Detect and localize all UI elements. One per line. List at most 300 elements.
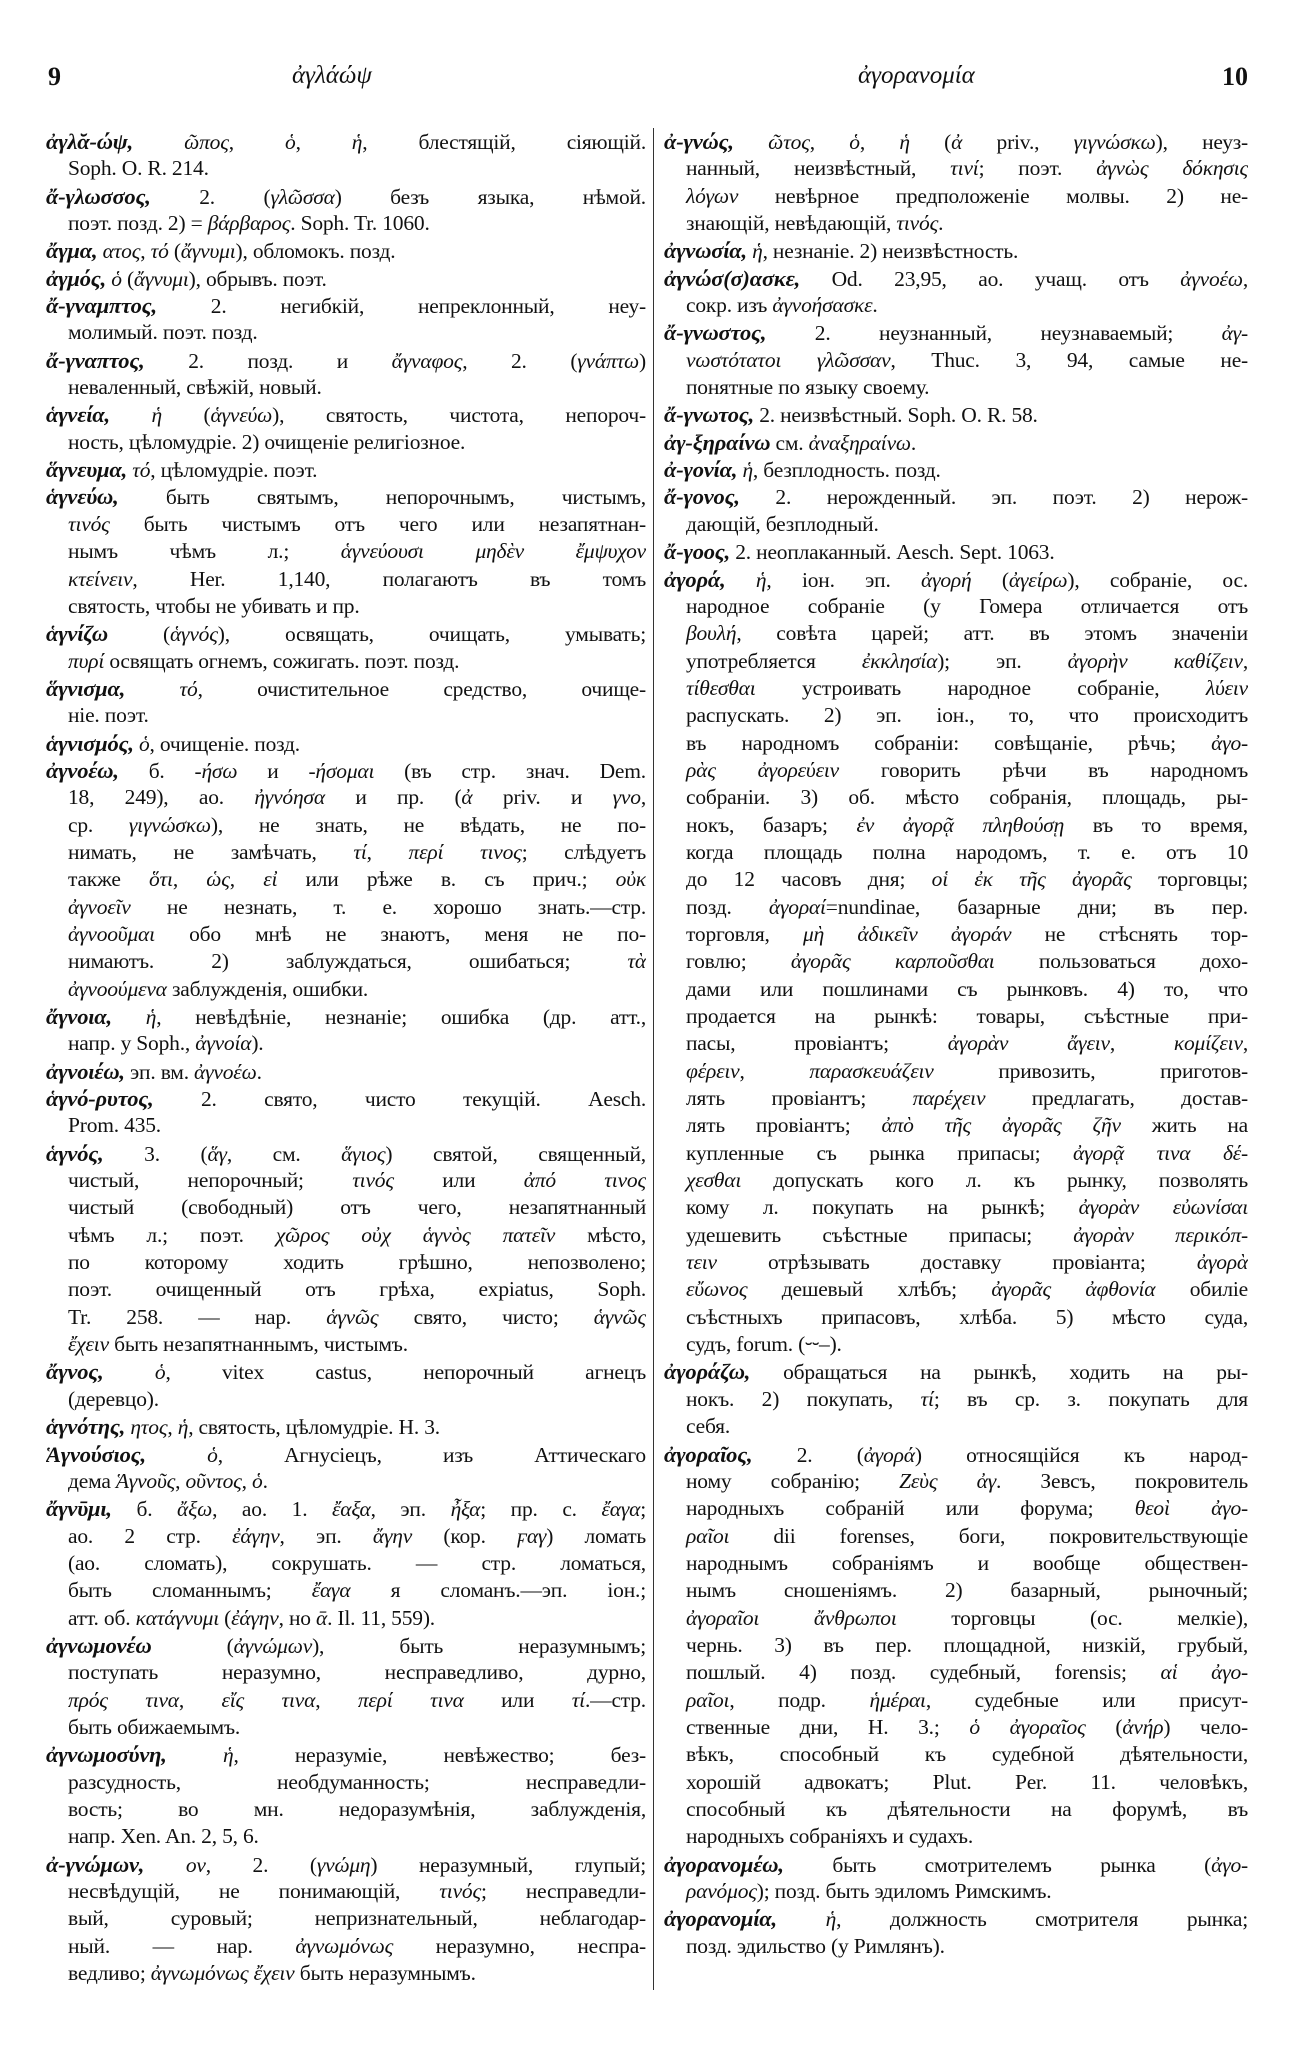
entry-line: [46, 1276, 646, 1303]
entry-line: [46, 1905, 646, 1932]
definition-text: 18, 249), ао. ἠγνόησα и пр. (ἀ priv. и γνο,: [68, 785, 646, 810]
definition-text: ρὰς ἀγορεύειν говорить рѣчи въ народномъ: [686, 757, 1248, 782]
definition-text: народныхъ собраніяхъ и судахъ.: [686, 1824, 974, 1849]
entry-headline: [46, 1851, 646, 1878]
definition-text: нокъ, базаръ; ἐν ἀγορᾷ πληθούσῃ въ то время,: [686, 812, 1248, 837]
definition-text: (ἁγνός), освящать, очищать, умывать;: [163, 622, 646, 647]
entry-headline: [46, 1741, 646, 1768]
definition-text: ἡ, безплодность. позд.: [742, 458, 941, 483]
entry-headline: [46, 292, 646, 319]
definition-text: (ао. сломать), сокрушать. — стр. ломаться,: [68, 1550, 646, 1575]
entry-line: [46, 1687, 646, 1714]
headword: ἀγοραῖος,: [664, 1441, 753, 1467]
entry-headline: [46, 675, 646, 702]
entry-line: [664, 1796, 1248, 1823]
entry-line: [664, 1222, 1248, 1249]
definition-text: нымъ сношеніямъ. 2) базарный, рыночный;: [686, 1578, 1248, 1603]
entry-line: [46, 1605, 646, 1632]
entry-line: [664, 921, 1248, 948]
entry-headline: [664, 1905, 1248, 1932]
definition-text: продается на рынкѣ: товары, съѣстные при-: [686, 1004, 1248, 1028]
headword: ἀγνωμοσύνη,: [46, 1742, 167, 1768]
definition-text: (деревцо).: [68, 1386, 159, 1411]
definition-text: 2. позд. и ἄγναφος, 2. (γνάπτω): [188, 348, 646, 373]
headword: ἁγνό-ρυτος,: [46, 1086, 154, 1112]
definition-text: дема Ἁγνοῦς, οῦντος, ὁ.: [68, 1468, 268, 1493]
entry-line: [46, 1304, 646, 1331]
left-page-number: 9: [48, 62, 61, 91]
entry-line: [664, 620, 1248, 647]
definition-text: ный. — нар. ἀγνωμόνως неразумно, неспра-: [68, 1933, 646, 1958]
definition-text: ατος, τό (ἄγνυμι), обломокъ. позд.: [102, 239, 396, 264]
entry-line: [664, 1878, 1248, 1905]
definition-text: ному собранію; Ζεὺς ἀγ. Зевсъ, покровитель: [686, 1468, 1248, 1493]
entry-line: [664, 839, 1248, 866]
entry-headline: [46, 757, 646, 784]
definition-text: быть сломаннымъ; ἔαγα я сломанъ.—эп. іон.;: [68, 1578, 646, 1603]
entry-headline: [664, 128, 1248, 155]
definition-text: см. ἀναξηραίνω.: [775, 430, 917, 455]
definition-text: 2. нерожденный. эп. поэт. 2) нерож-: [775, 485, 1248, 510]
entry-headline: [664, 1358, 1248, 1385]
entry-headline: [46, 128, 646, 155]
definition-text: также ὅτι, ὡς, εἰ или рѣже в. съ прич.; οὐκ: [68, 867, 646, 892]
entry-line: [46, 319, 646, 346]
entry-line: [664, 1003, 1248, 1030]
entry-line: [46, 1222, 646, 1249]
definition-text: употребляется ἐκκλησία); эп. ἀγορὴν καθίζειν,: [686, 648, 1248, 673]
headword: ἅγνευμα,: [46, 457, 128, 483]
entry-line: [664, 1413, 1248, 1440]
definition-text: собраніи. 3) об. мѣсто собранія, площадь, ры-: [686, 785, 1248, 810]
entry-line: [46, 1960, 646, 1987]
entry-line: [664, 1058, 1248, 1085]
entry-headline: [46, 347, 646, 374]
definition-text: ἡ, должность смотрителя рынка;: [825, 1907, 1248, 1932]
definition-text: ἀγνοούμενα заблужденія, ошибки.: [68, 976, 369, 1001]
definition-text: по которому ходить грѣшно, непозволено;: [68, 1250, 646, 1275]
definition-text: Prom. 435.: [68, 1113, 161, 1138]
definition-text: ср. γιγνώσκω), не знать, не вѣдать, не по-: [68, 812, 646, 837]
entry-line: [664, 1468, 1248, 1495]
entry-headline: [46, 620, 646, 647]
definition-text: τινός быть чистымъ отъ чего или незапятнан-: [68, 511, 646, 536]
entry-line: [664, 1304, 1248, 1331]
definition-text: народнымъ собраніямъ и вообще обществен-: [686, 1550, 1248, 1575]
right-running-head: ἀγορανομία: [858, 62, 975, 89]
definition-text: чернь. 3) въ пер. площадной, низкій, грубый,: [686, 1632, 1248, 1657]
definition-text: ον, 2. (γνώμη) неразумный, глупый;: [185, 1852, 646, 1877]
entry-headline: [46, 1140, 646, 1167]
definition-text: б. ἄξω, ао. 1. ἔαξα, эп. ἦξα; пр. с. ἔαγα;: [136, 1497, 646, 1522]
entry-line: [664, 1577, 1248, 1604]
headword: ἁγνεία,: [46, 402, 110, 428]
headword: ἁγνισμός,: [46, 730, 134, 756]
headword: ἀγ-ξηραίνω: [664, 429, 771, 455]
entry-line: [664, 1386, 1248, 1413]
definition-text: позд. эдильство (у Римлянъ).: [686, 1933, 945, 1958]
entry-line: [664, 1523, 1248, 1550]
definition-text: 2. неизвѣстный. Soph. O. R. 58.: [759, 403, 1038, 428]
definition-text: дами или пошлинами съ рынковъ. 4) то, что: [686, 976, 1248, 1001]
definition-text: βουλή, совѣта царей; атт. въ этомъ значеніи: [686, 621, 1248, 646]
definition-text: дающій, безплодный.: [686, 511, 879, 536]
entry-line: [46, 429, 646, 456]
entry-line: [664, 1632, 1248, 1659]
entry-line: [46, 866, 646, 893]
headword: ἄ-γονος,: [664, 484, 740, 510]
left-running-head: ἀγλάώψ: [292, 62, 372, 89]
headword: ἀγνοέω,: [46, 757, 119, 783]
definition-text: быть святымъ, непорочнымъ, чистымъ,: [165, 485, 646, 510]
entry-line: [664, 757, 1248, 784]
entry-headline: [46, 483, 646, 510]
entry-line: [46, 1386, 646, 1413]
definition-text: ведливо; ἀγνωμόνως ἔχειν быть неразумнымъ.: [68, 1961, 476, 1986]
entry-line: [664, 347, 1248, 374]
headword: ἀγλᾰ-ώψ,: [46, 129, 134, 154]
column-divider: [653, 128, 654, 1990]
right-column: [664, 128, 1248, 1960]
definition-text: 2. неузнанный, неузнаваемый; ἀγ-: [814, 321, 1248, 346]
entry-line: [46, 976, 646, 1003]
headword: ἄγνος,: [46, 1359, 104, 1385]
entry-headline: [46, 1413, 646, 1440]
definition-text: 2. свято, чисто текущій. Aesch.: [200, 1087, 646, 1112]
definition-text: ἡ, іон. эп. ἀγορή (ἀγείρω), собраніе, ос.: [755, 567, 1248, 592]
entry-line: [664, 1331, 1248, 1358]
right-page-number: 10: [1222, 62, 1248, 91]
entry-headline: [664, 456, 1248, 483]
entry-headline: [46, 1003, 646, 1030]
entry-line: [664, 1769, 1248, 1796]
definition-text: ніе. поэт.: [68, 703, 149, 728]
definition-text: быть смотрителемъ рынка (ἀγο-: [832, 1852, 1248, 1877]
definition-text: знающій, невѣдающій, τινός.: [686, 211, 944, 236]
entry-line: [664, 1741, 1248, 1768]
definition-text: 2. неоплаканный. Aesch. Sept. 1063.: [735, 540, 1055, 565]
definition-text: пасы, провіантъ; ἀγορὰν ἄγειν, κομίζειν,: [686, 1031, 1248, 1056]
entry-line: [46, 1769, 646, 1796]
headword: ἄγνοια,: [46, 1004, 112, 1029]
entry-line: [664, 1112, 1248, 1139]
entry-line: [664, 1194, 1248, 1221]
entry-line: [664, 1167, 1248, 1194]
definition-text: несвѣдущій, не понимающій, τινός; несправедли-: [68, 1879, 646, 1903]
definition-text: ственные дни, H. 3.; ὁ ἀγοραῖος (ἀνήρ) чело-: [686, 1714, 1248, 1739]
entry-headline: [46, 237, 646, 264]
entry-line: [664, 210, 1248, 237]
headword: ἀ-γονία,: [664, 457, 738, 483]
entry-line: [46, 1714, 646, 1741]
entry-line: [664, 511, 1248, 538]
entry-line: [46, 1796, 646, 1823]
definition-text: купленные съ рынка припасы; ἀγορᾷ τινα δέ-: [686, 1140, 1248, 1165]
definition-text: хорошій адвокатъ; Plut. Per. 11. человѣкъ,: [686, 1769, 1248, 1794]
definition-text: лять провіантъ; παρέχειν предлагать, достав-: [686, 1086, 1248, 1111]
definition-text: сокр. изъ ἀγνοήσασκε.: [686, 293, 878, 318]
entry-headline: [46, 730, 646, 757]
headword: ἀγορανομία,: [664, 1906, 777, 1932]
entry-line: [46, 839, 646, 866]
definition-text: ἔχειν быть незапятнаннымъ, чистымъ.: [68, 1332, 408, 1357]
definition-text: ὁ (ἄγνυμι), обрывъ. поэт.: [111, 266, 327, 291]
entry-line: [46, 948, 646, 975]
definition-text: поступать неразумно, несправедливо, дурно,: [68, 1660, 646, 1685]
definition-text: εὔωνος дешевый хлѣбъ; ἀγορᾶς ἀφθονία обиліе: [686, 1277, 1248, 1302]
entry-line: [664, 1495, 1248, 1522]
definition-text: обращаться на рынкѣ, ходить на ры-: [783, 1360, 1248, 1385]
definition-text: вѣкъ, способный къ судебной дѣятельности,: [686, 1742, 1248, 1767]
entry-headline: [46, 1495, 646, 1522]
definition-text: ἀγνοοῦμαι обо мнѣ не знаютъ, меня не по-: [68, 921, 646, 946]
definition-text: народное собраніе (у Гомера отличается отъ: [686, 593, 1248, 618]
entry-line: [46, 1030, 646, 1057]
headword: ἁγνότης,: [46, 1414, 126, 1440]
definition-text: нокъ. 2) покупать, τί; въ ср. з. покупать для: [686, 1386, 1248, 1411]
entry-line: [46, 1468, 646, 1495]
entry-line: [664, 1030, 1248, 1057]
entry-line: [664, 593, 1248, 620]
entry-headline: [46, 401, 646, 428]
entry-line: [46, 894, 646, 921]
definition-text: молимый. поэт. позд.: [68, 320, 258, 345]
definition-text: ἡ, незнаніе. 2) неизвѣстность.: [752, 239, 1019, 264]
entry-line: [46, 1331, 646, 1358]
entry-line: [664, 292, 1248, 319]
definition-text: чистый (свободный) отъ чего, незапятнанный: [68, 1195, 646, 1220]
headword: ἅγνισμα,: [46, 675, 126, 701]
definition-text: ῶτος, ὁ, ἡ (ἀ priv., γιγνώσκω), неуз-: [768, 130, 1248, 154]
definition-text: торговля, μὴ ἀδικεῖν ἀγοράν не стѣснять тор-: [686, 921, 1248, 946]
entry-headline: [46, 1358, 646, 1385]
entry-headline: [664, 429, 1248, 456]
definition-text: 2. (ἀγορά) относящійся къ народ-: [796, 1442, 1248, 1467]
entry-line: [46, 812, 646, 839]
entry-line: [46, 702, 646, 729]
entry-line: [664, 1714, 1248, 1741]
entry-line: [46, 1878, 646, 1905]
headword: ἄ-γναμπτος,: [46, 293, 157, 319]
definition-text: νωστότατοι γλῶσσαν, Thuc. 3, 94, самые не-: [686, 347, 1248, 372]
headword: ἀ-γνώμων,: [46, 1851, 145, 1877]
entry-line: [46, 1577, 646, 1604]
definition-text: нимать, не замѣчать, τί, περί τινος; слѣдуетъ: [68, 839, 646, 864]
definition-text: нанный, неизвѣстный, τινί; поэт. ἀγνὼς δόκησις: [686, 156, 1248, 181]
entry-line: [46, 648, 646, 675]
headword: ἀγνοιέω,: [46, 1058, 125, 1084]
definition-text: вость; во мн. недоразумѣнія, заблужденія,: [68, 1796, 646, 1821]
entry-headline: [664, 401, 1248, 428]
entry-line: [664, 948, 1248, 975]
entry-headline: [46, 1632, 646, 1659]
definition-text: ραῖοι, подр. ἡμέραι, судебные или присут-: [686, 1687, 1248, 1712]
headword: ἀγορά,: [664, 566, 726, 592]
definition-text: народныхъ собраній или форума; θεοὶ ἀγο-: [686, 1496, 1248, 1521]
definition-text: кому л. покупать на рынкѣ; ἀγορὰν εὐωνίσαι: [686, 1195, 1248, 1220]
headword: Ἁγνούσιος,: [46, 1441, 146, 1467]
headword: ἀγμός,: [46, 265, 107, 291]
definition-text: эп. вм. ἀγνοέω.: [130, 1059, 262, 1084]
entry-headline: [664, 538, 1248, 565]
definition-text: πρός τινα, εἴς τινα, περί τινα или τί.—стр.: [68, 1687, 646, 1712]
entry-headline: [664, 1851, 1248, 1878]
entry-headline: [664, 265, 1248, 292]
entry-headline: [664, 237, 1248, 264]
definition-text: разсудность, необдуманность; несправедли-: [68, 1769, 646, 1794]
entry-line: [664, 866, 1248, 893]
definition-text: ῶπος, ὁ, ἡ, блестящій, сіяющій.: [184, 130, 646, 154]
definition-text: способный къ дѣятельности на форумѣ, въ: [686, 1796, 1248, 1821]
entry-line: [46, 1550, 646, 1577]
entry-line: [664, 894, 1248, 921]
entry-line: [664, 784, 1248, 811]
definition-text: чѣмъ л.; поэт. χῶρος οὐχ ἁγνὸς πατεῖν мѣсто,: [68, 1222, 646, 1247]
entry-headline: [46, 456, 646, 483]
entry-headline: [46, 1058, 646, 1085]
entry-headline: [664, 483, 1248, 510]
definition-text: удешевить съѣстные припасы; ἀγορὰν περικόπ-: [686, 1222, 1248, 1247]
definition-text: поэт. очищенный отъ грѣха, expiatus, Soph.: [68, 1277, 646, 1302]
entry-line: [664, 1823, 1248, 1850]
definition-text: когда площадь полна народомъ, т. е. отъ 10: [686, 839, 1248, 864]
definition-text: лять провіантъ; ἀπὸ τῆς ἀγορᾶς ζῆν жить на: [686, 1113, 1248, 1138]
headword: ἁγνίζω: [46, 621, 108, 647]
headword: ἄ-γναπτος,: [46, 347, 145, 373]
entry-line: [664, 1687, 1248, 1714]
definition-text: ὁ, vitex castus, непорочный агнецъ: [154, 1360, 646, 1385]
headword: ἄγνῡμι,: [46, 1496, 112, 1522]
definition-text: χεσθαι допускать кого л. къ рынку, позволять: [686, 1168, 1248, 1193]
definition-text: κτείνειν, Her. 1,140, полагаютъ въ томъ: [68, 566, 646, 591]
entry-line: [46, 374, 646, 401]
definition-text: въ народномъ собраніи: совѣщаніе, рѣчь; ἀγο-: [686, 730, 1248, 755]
definition-text: Soph. O. R. 214.: [68, 156, 209, 181]
entry-line: [46, 1112, 646, 1139]
entry-headline: [46, 265, 646, 292]
entry-line: [46, 1823, 646, 1850]
entry-line: [664, 1249, 1248, 1276]
definition-text: распускать. 2) эп. іон., то, что происходитъ: [686, 703, 1248, 728]
definition-text: напр. Xen. An. 2, 5, 6.: [68, 1824, 259, 1849]
definition-text: святость, чтобы не убивать и пр.: [68, 593, 360, 618]
definition-text: атт. об. κατάγνυμι (ἐάγην, но ᾱ. Il. 11, 559).: [68, 1605, 435, 1630]
definition-text: пошлый. 4) позд. судебный, forensis; αἱ ἀγο-: [686, 1660, 1248, 1685]
headword: ἄ-γοος,: [664, 539, 731, 565]
definition-text: ность, цѣломудріе. 2) очищеніе религіозное.: [68, 429, 466, 454]
entry-line: [664, 702, 1248, 729]
definition-text: чистый, непорочный; τινός или ἀπό τινος: [68, 1168, 646, 1193]
left-column: [46, 128, 646, 1987]
definition-text: τειν отрѣзывать доставку провіанта; ἀγορὰ: [686, 1250, 1248, 1275]
definition-text: 2. (γλῶσσα) безъ языка, нѣмой.: [199, 184, 646, 209]
headword: ἀγνωμονέω: [46, 1632, 152, 1658]
headword: ἁγνεύω,: [46, 484, 119, 510]
definition-text: 3. (ἅγ, см. ἅγιος) святой, священный,: [144, 1141, 646, 1166]
entry-headline: [664, 319, 1248, 346]
entry-line: [46, 511, 646, 538]
entry-line: [46, 1249, 646, 1276]
entry-line: [46, 1167, 646, 1194]
entry-line: [46, 1933, 646, 1960]
definition-text: ἀγοραῖοι ἄνθρωποι торговцы (ос. мелкіе),: [686, 1605, 1248, 1630]
definition-text: ραῖοι dii forenses, боги, покровительствующіе: [686, 1523, 1248, 1548]
headword: ἄγμα,: [46, 238, 98, 264]
entry-headline: [46, 183, 646, 210]
entry-line: [664, 374, 1248, 401]
entry-line: [46, 210, 646, 237]
headword: ἄ-γλωσσος,: [46, 183, 151, 209]
headword: ἄ-γνωτος,: [664, 402, 755, 428]
definition-text: τίθεσθαι устроивать народное собраніе, λύειν: [686, 675, 1248, 700]
definition-text: τό, цѣломудріе. поэт.: [132, 458, 318, 483]
entry-line: [664, 730, 1248, 757]
entry-line: [46, 1659, 646, 1686]
entry-line: [46, 921, 646, 948]
entry-headline: [664, 566, 1248, 593]
entry-line: [46, 155, 646, 182]
definition-text: говлю; ἀγορᾶς καρποῦσθαι пользоваться дохо-: [686, 949, 1248, 974]
definition-text: ἡ, невѣдѣніе, незнаніе; ошибка (др. атт.,: [145, 1005, 646, 1029]
entry-line: [664, 976, 1248, 1003]
definition-text: (ἀγνώμων), быть неразумнымъ;: [226, 1633, 646, 1658]
definition-text: φέρειν, παρασκευάζειν привозить, приготов-: [686, 1058, 1248, 1083]
entry-line: [46, 538, 646, 565]
definition-text: б. -ήσω и -ήσομαι (въ стр. знач. Dem.: [148, 758, 646, 783]
entry-line: [46, 593, 646, 620]
entry-line: [46, 566, 646, 593]
definition-text: ὁ, очищеніе. позд.: [138, 731, 300, 756]
definition-text: напр. у Soph., ἀγνοία).: [68, 1031, 264, 1056]
entry-line: [664, 183, 1248, 210]
definition-text: ὁ, Агнусіецъ, изъ Аттическаго: [207, 1442, 646, 1467]
definition-text: ητος, ἡ, святость, цѣломудріе. H. 3.: [130, 1415, 440, 1440]
entry-line: [664, 155, 1248, 182]
definition-text: нимаютъ. 2) заблуждаться, ошибаться; τὰ: [68, 949, 646, 974]
definition-text: понятные по языку своему.: [686, 375, 930, 400]
entry-line: [46, 784, 646, 811]
definition-text: τό, очистительное средство, очище-: [179, 676, 646, 701]
definition-text: неваленный, свѣжій, новый.: [68, 375, 322, 400]
entry-line: [664, 1276, 1248, 1303]
definition-text: ао. 2 стр. ἐάγην, эп. ἄγην (кор. ϝαγ) ломать: [68, 1523, 646, 1548]
headword: ἄ-γνωστος,: [664, 320, 767, 346]
definition-text: ἡ, неразуміе, невѣжество; без-: [222, 1743, 646, 1768]
definition-text: 2. негибкій, непреклонный, неу-: [210, 294, 646, 319]
entry-line: [46, 1194, 646, 1221]
headword: ἁγνός,: [46, 1140, 104, 1166]
definition-text: Tr. 258. — нар. ἁγνῶς свято, чисто; ἁγνῶς: [68, 1304, 646, 1329]
definition-text: позд. ἀγοραί=nundinae, базарные дни; въ пер.: [686, 894, 1248, 919]
definition-text: поэт. позд. 2) = βάρβαρος. Soph. Tr. 1060.: [68, 211, 430, 236]
definition-text: Od. 23,95, ао. учащ. отъ ἀγνοέω,: [831, 266, 1248, 291]
entry-line: [46, 1523, 646, 1550]
entry-headline: [664, 1441, 1248, 1468]
entry-line: [664, 1605, 1248, 1632]
definition-text: λόγων невѣрное предположеніе молвы. 2) не-: [686, 183, 1248, 208]
entry-line: [664, 812, 1248, 839]
definition-text: быть обижаемымъ.: [68, 1714, 241, 1739]
entry-line: [664, 648, 1248, 675]
definition-text: ἀγνοεῖν не незнать, т. е. хорошо знать.—стр.: [68, 894, 646, 919]
headword: ἀγνώσ(σ)ασκε,: [664, 265, 801, 291]
entry-line: [664, 1659, 1248, 1686]
definition-text: съѣстныхъ припасовъ, хлѣба. 5) мѣсто суда,: [686, 1304, 1248, 1329]
entry-line: [664, 675, 1248, 702]
entry-headline: [46, 1085, 646, 1112]
headword: ἀ-γνώς,: [664, 129, 734, 154]
headword: ἀγοράζω,: [664, 1359, 751, 1385]
